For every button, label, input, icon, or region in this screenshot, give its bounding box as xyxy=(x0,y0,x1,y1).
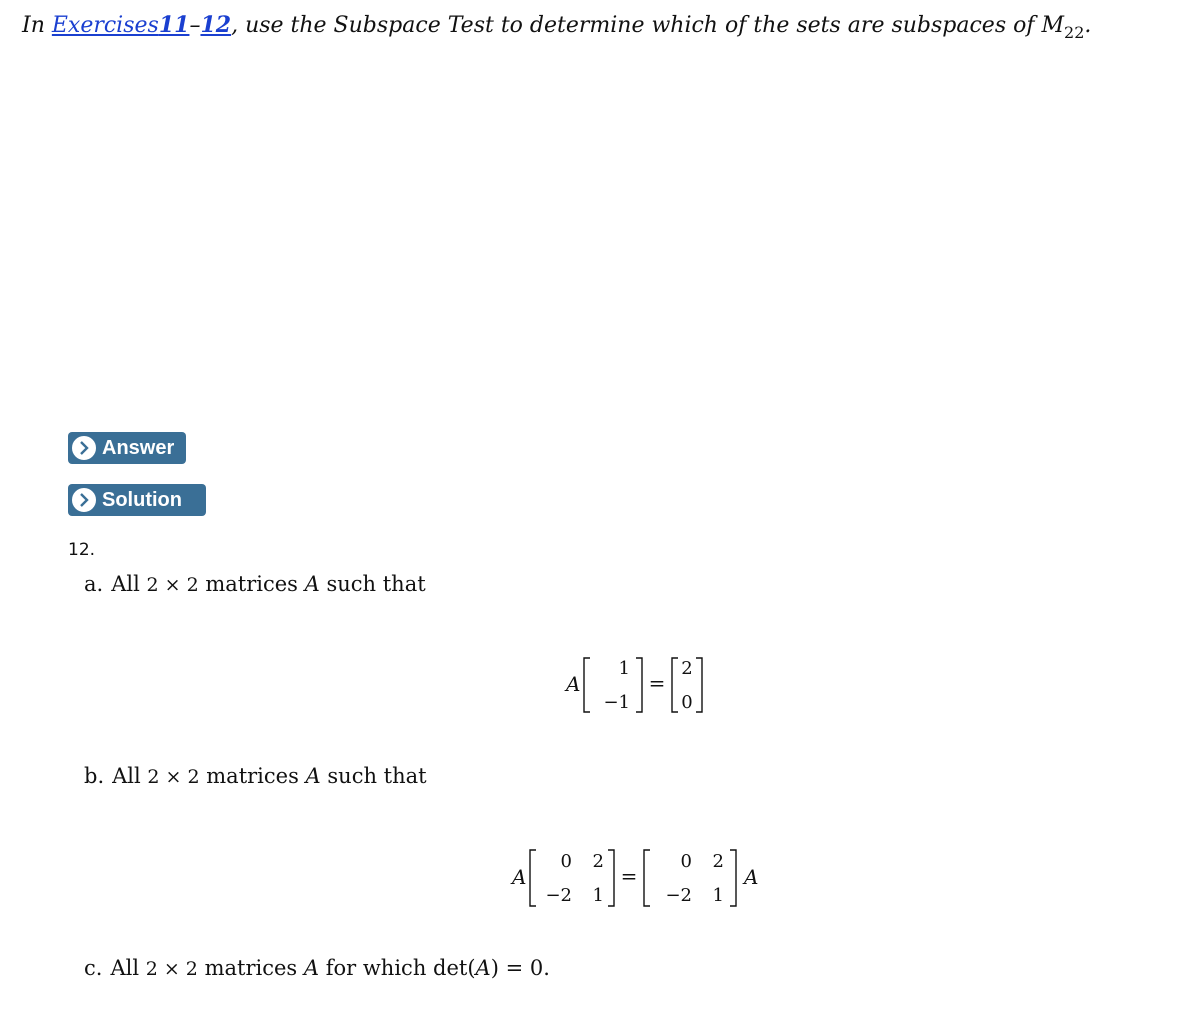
part-c-dims: 2 × 2 xyxy=(145,958,198,980)
part-b-text-mid: matrices xyxy=(199,764,306,788)
eq-a-equals: = xyxy=(648,671,666,695)
eq-a-rhs-entry-1: 2 xyxy=(681,658,693,679)
part-c-text-mid: matrices xyxy=(197,956,304,980)
part-c xyxy=(84,956,550,980)
eq-a-lhs-entry-2: −1 xyxy=(603,692,630,713)
equation-a xyxy=(560,652,720,722)
exercise-11-link[interactable]: 11 xyxy=(158,12,190,38)
part-c-text-post: for which det( xyxy=(319,956,476,980)
equation-b xyxy=(508,844,778,918)
part-a xyxy=(84,572,426,596)
intro-suffix: , use the Subspace Test to determine which of the sets are subspaces of xyxy=(231,13,1042,38)
part-b-text-post: such that xyxy=(320,764,427,788)
exercise-12-link[interactable]: 12 xyxy=(200,12,232,38)
part-c-det-var: A xyxy=(475,956,491,980)
eq-a-rhs-entry-2: 0 xyxy=(681,692,693,713)
part-b-dims: 2 × 2 xyxy=(147,766,200,788)
eq-b-lhs-m22: 1 xyxy=(592,885,604,906)
eq-b-rhs-m21: −2 xyxy=(665,885,692,906)
eq-b-equals: = xyxy=(620,864,638,888)
part-a-letter: a. xyxy=(84,572,104,596)
answer-button-label: Answer xyxy=(102,436,175,459)
eq-b-lhs-m12: 2 xyxy=(592,851,604,872)
eq-b-rhs-m22: 1 xyxy=(712,885,724,906)
eq-b-rhs-m12: 2 xyxy=(712,851,724,872)
exercises-link[interactable]: Exercises xyxy=(51,13,159,38)
space-symbol: M xyxy=(1041,13,1065,38)
solution-button[interactable] xyxy=(68,484,206,516)
part-a-text: All xyxy=(111,572,147,596)
intro-sentence xyxy=(22,12,1091,42)
part-a-var: A xyxy=(304,572,320,596)
eq-a-lhs-var: A xyxy=(566,672,581,696)
answer-button[interactable] xyxy=(68,432,186,464)
part-b-var: A xyxy=(305,764,321,788)
chevron-right-icon xyxy=(70,486,98,514)
part-b xyxy=(84,764,427,788)
eq-a-lhs-entry-1: 1 xyxy=(618,658,630,679)
chevron-right-icon xyxy=(70,434,98,462)
intro-prefix: In xyxy=(22,13,52,38)
exercise-number: 12. xyxy=(68,540,96,560)
range-dash: – xyxy=(189,13,201,38)
space-subscript: 22 xyxy=(1064,23,1085,42)
eq-b-lhs-m11: 0 xyxy=(560,851,572,872)
eq-b-lhs-m21: −2 xyxy=(545,885,572,906)
part-c-letter: c. xyxy=(84,956,103,980)
part-c-text-end: ) = 0. xyxy=(490,956,550,980)
part-b-letter: b. xyxy=(84,764,105,788)
part-a-text-mid: matrices xyxy=(198,572,305,596)
eq-b-rhs-m11: 0 xyxy=(680,851,692,872)
eq-b-lhs-var: A xyxy=(512,865,527,889)
solution-button-label: Solution xyxy=(102,488,182,511)
part-a-dims: 2 × 2 xyxy=(146,574,199,596)
part-b-text: All xyxy=(112,764,148,788)
part-c-text: All xyxy=(110,956,146,980)
part-c-var: A xyxy=(303,956,320,980)
intro-end: . xyxy=(1084,13,1092,38)
eq-b-rhs-var: A xyxy=(744,865,759,889)
part-a-text-post: such that xyxy=(319,572,426,596)
